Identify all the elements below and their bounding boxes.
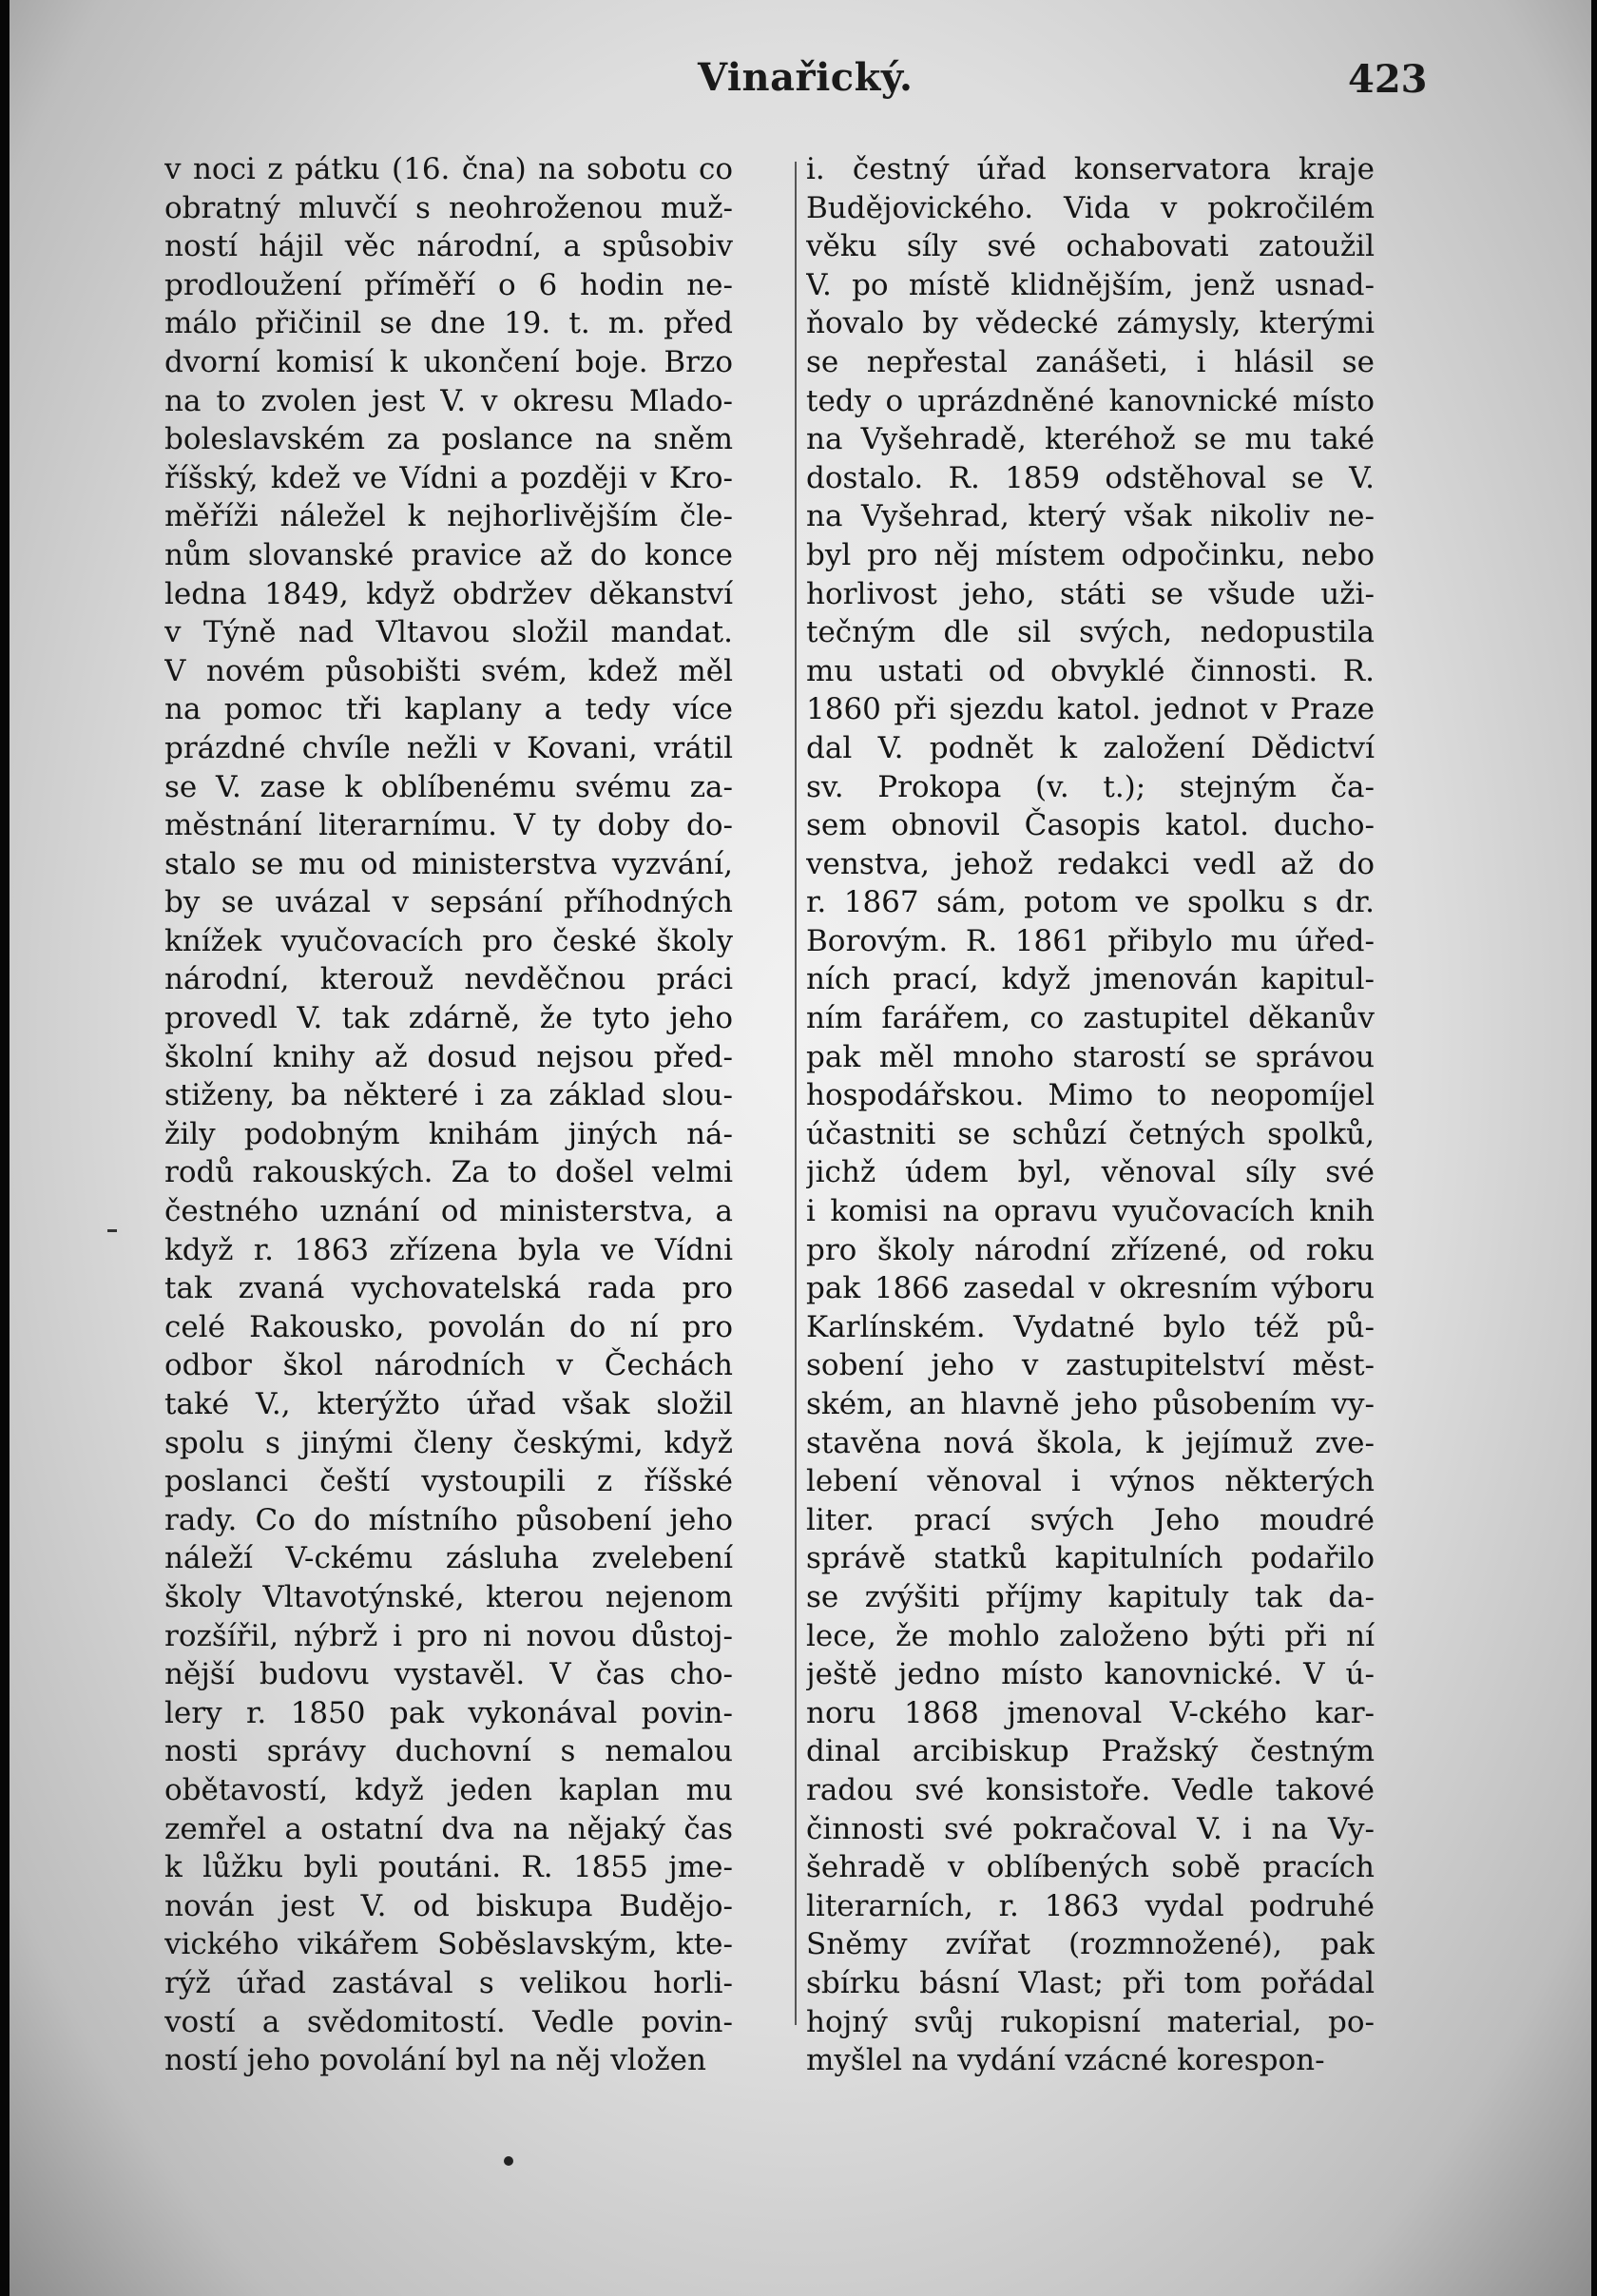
text-line: pak měl mnoho starostí se správou xyxy=(806,1039,1375,1074)
text-line: žily podobným knihám jiných ná- xyxy=(164,1116,733,1151)
text-line: V. po místě klidnějším, jenž usnad- xyxy=(806,267,1375,302)
text-line: literarních, r. 1863 vydal podruhé xyxy=(806,1888,1375,1923)
text-line: měříži náležel k nejhorlivějším čle- xyxy=(164,499,733,534)
text-line: spolu s jinými členy českými, když xyxy=(164,1425,733,1460)
text-line: tečným dle sil svých, nedopustila xyxy=(806,615,1375,650)
left-column xyxy=(164,150,733,2080)
text-line: rady. Co do místního působení jeho xyxy=(164,1502,733,1537)
text-line: 1860 při sjezdu katol. jednot v Praze xyxy=(806,692,1375,727)
text-line: ském, an hlavně jeho působením vy- xyxy=(806,1387,1375,1421)
text-line: národní, kterouž nevděčnou práci xyxy=(164,962,733,997)
text-line: sbírku básní Vlast; při tom pořádal xyxy=(806,1965,1375,2000)
text-line: pro školy národní zřízené, od roku xyxy=(806,1232,1375,1267)
text-line: ností jeho povolání byl na něj vložen xyxy=(164,2043,706,2078)
text-line: tedy o uprázdněné kanovnické místo xyxy=(806,383,1375,418)
text-line: na Vyšehrad, který však nikoliv ne- xyxy=(806,499,1375,534)
text-line: horlivost jeho, státi se všude uži- xyxy=(806,576,1375,611)
text-line: školy Vltavotýnské, kterou nejenom xyxy=(164,1579,733,1614)
text-line: sem obnovil Časopis katol. ducho- xyxy=(806,808,1375,843)
text-line: náleží V-ckému zásluha zvelebení xyxy=(164,1541,733,1576)
text-line: odbor škol národních v Čechách xyxy=(164,1348,733,1383)
text-line: i komisi na opravu vyučovacích knih xyxy=(806,1194,1375,1229)
text-line: pak 1866 zasedal v okresním výboru xyxy=(806,1271,1375,1306)
text-line: nosti správy duchovní s nemalou xyxy=(164,1734,733,1769)
text-line: také V., kterýžto úřad však složil xyxy=(164,1387,733,1421)
text-line: v Týně nad Vltavou složil mandat. xyxy=(164,615,733,650)
text-line: r. 1867 sám, potom ve spolku s dr. xyxy=(806,885,1375,920)
text-line: ňovalo by vědecké zámysly, kterými xyxy=(806,306,1375,341)
text-line: hojný svůj rukopisní material, po- xyxy=(806,2004,1375,2039)
text-line: stiženy, ba některé i za základ slou- xyxy=(164,1078,733,1113)
text-line: Borovým. R. 1861 přibylo mu úřed- xyxy=(806,923,1375,958)
text-line: byl pro něj místem odpočinku, nebo xyxy=(806,537,1375,572)
text-line: lece, že mohlo založeno býti při ní xyxy=(806,1618,1375,1653)
text-line: rodů rakouských. Za to došel velmi xyxy=(164,1155,733,1190)
text-line: dostalo. R. 1859 odstěhoval se V. xyxy=(806,460,1375,495)
text-line: školní knihy až dosud nejsou před- xyxy=(164,1039,733,1074)
text-line: věku síly své ochabovati zatoužil xyxy=(806,229,1375,264)
footer-dot xyxy=(504,2156,513,2166)
text-line: lebení věnoval i výnos některých xyxy=(806,1464,1375,1499)
text-line: když r. 1863 zřízena byla ve Vídni xyxy=(164,1232,733,1267)
text-line: by se uvázal v sepsání příhodných xyxy=(164,885,733,920)
text-line: hospodářskou. Mimo to neopomíjel xyxy=(806,1078,1375,1113)
text-line: Budějovického. Vida v pokročilém xyxy=(806,190,1375,225)
text-line: prodloužení příměří o 6 hodin ne- xyxy=(164,267,733,302)
text-line: se zvýšiti příjmy kapituly tak da- xyxy=(806,1579,1375,1614)
text-line: rýž úřad zastával s velikou horli- xyxy=(164,1965,733,2000)
text-line: říšský, kdež ve Vídni a později v Kro- xyxy=(164,460,733,495)
text-line: na Vyšehradě, kteréhož se mu také xyxy=(806,422,1375,457)
text-line: čestného uznání od ministerstva, a xyxy=(164,1194,733,1229)
text-line: poslanci čeští vystoupili z říšské xyxy=(164,1464,733,1499)
page xyxy=(10,0,1591,2296)
text-line: mu ustati od obvyklé činnosti. R. xyxy=(806,653,1375,688)
text-line: obratný mluvčí s neohroženou muž- xyxy=(164,190,733,225)
text-line: prázdné chvíle nežli v Kovani, vrátil xyxy=(164,730,733,765)
text-line: ních prací, když jmenován kapitul- xyxy=(806,962,1375,997)
text-line: dal V. podnět k založení Dědictví xyxy=(806,730,1375,765)
text-line: Karlínském. Vydatné bylo též pů- xyxy=(806,1309,1375,1344)
text-line: k lůžku byli poutáni. R. 1855 jme- xyxy=(164,1850,733,1885)
text-line: obětavostí, když jeden kaplan mu xyxy=(164,1772,733,1807)
text-line: venstva, jehož redakci vedl až do xyxy=(806,846,1375,881)
text-line: ledna 1849, když obdržev děkanství xyxy=(164,576,733,611)
text-line: i. čestný úřad konservatora kraje xyxy=(806,152,1375,186)
text-line: lery r. 1850 pak vykonával povin- xyxy=(164,1695,733,1730)
text-line: zemřel a ostatní dva na nějaký čas xyxy=(164,1811,733,1846)
text-line: provedl V. tak zdárně, že tyto jeho xyxy=(164,1001,733,1036)
text-line: se nepřestal zanášeti, i hlásil se xyxy=(806,344,1375,379)
right-column xyxy=(806,150,1375,2080)
text-line: stavěna nová škola, k jejímuž zve- xyxy=(806,1425,1375,1460)
text-line: tak zvaná vychovatelská rada pro xyxy=(164,1271,733,1306)
text-line: činnosti své pokračoval V. i na Vy- xyxy=(806,1811,1375,1846)
text-line: na to zvolen jest V. v okresu Mlado- xyxy=(164,383,733,418)
text-line: jichž údem byl, věnoval síly své xyxy=(806,1155,1375,1190)
text-line: nější budovu vystavěl. V čas cho- xyxy=(164,1657,733,1692)
text-line: se V. zase k oblíbenému svému za- xyxy=(164,769,733,804)
text-line: v noci z pátku (16. čna) na sobotu co xyxy=(164,152,733,186)
text-line: liter. prací svých Jeho moudré xyxy=(806,1502,1375,1537)
margin-mark xyxy=(107,1229,117,1232)
text-line: boleslavském za poslance na sněm xyxy=(164,422,733,457)
text-line: ještě jedno místo kanovnické. V ú- xyxy=(806,1657,1375,1692)
column-divider xyxy=(795,162,797,2025)
text-line: V novém působišti svém, kdež měl xyxy=(164,653,733,688)
text-line: rozšířil, nýbrž i pro ni novou důstoj- xyxy=(164,1618,733,1653)
text-line: vostí a svědomitostí. Vedle povin- xyxy=(164,2004,733,2039)
text-line: dvorní komisí k ukončení boje. Brzo xyxy=(164,344,733,379)
text-line: správě statků kapitulních podařilo xyxy=(806,1541,1375,1576)
text-line: nům slovanské pravice až do konce xyxy=(164,537,733,572)
page-number: 423 xyxy=(1348,57,1428,102)
text-line: účastniti se schůzí četných spolků, xyxy=(806,1116,1375,1151)
text-line: dinal arcibiskup Pražský čestným xyxy=(806,1734,1375,1769)
text-line: ním farářem, co zastupitel děkanův xyxy=(806,1001,1375,1036)
text-line: nován jest V. od biskupa Budějo- xyxy=(164,1888,733,1923)
text-line: vického vikářem Soběslavským, kte- xyxy=(164,1927,733,1962)
text-line: Sněmy zvířat (rozmnožené), pak xyxy=(806,1927,1375,1962)
text-line: radou své konsistoře. Vedle takové xyxy=(806,1772,1375,1807)
text-line: na pomoc tři kaplany a tedy více xyxy=(164,692,733,727)
text-line: knížek vyučovacích pro české školy xyxy=(164,923,733,958)
text-line: sv. Prokopa (v. t.); stejným ča- xyxy=(806,769,1375,804)
text-line: noru 1868 jmenoval V-ckého kar- xyxy=(806,1695,1375,1730)
text-line: myšlel na vydání vzácné korespon- xyxy=(806,2043,1325,2078)
running-title: Vinařický. xyxy=(698,55,914,100)
text-line: šehradě v oblíbených sobě pracích xyxy=(806,1850,1375,1885)
text-line: sobení jeho v zastupitelství měst- xyxy=(806,1348,1375,1383)
text-line: městnání literarnímu. V ty doby do- xyxy=(164,808,733,843)
text-line: celé Rakousko, povolán do ní pro xyxy=(164,1309,733,1344)
text-line: ností hájil věc národní, a spůsobiv xyxy=(164,229,733,264)
text-line: málo přičinil se dne 19. t. m. před xyxy=(164,306,733,341)
text-line: stalo se mu od ministerstva vyzvání, xyxy=(164,846,733,881)
